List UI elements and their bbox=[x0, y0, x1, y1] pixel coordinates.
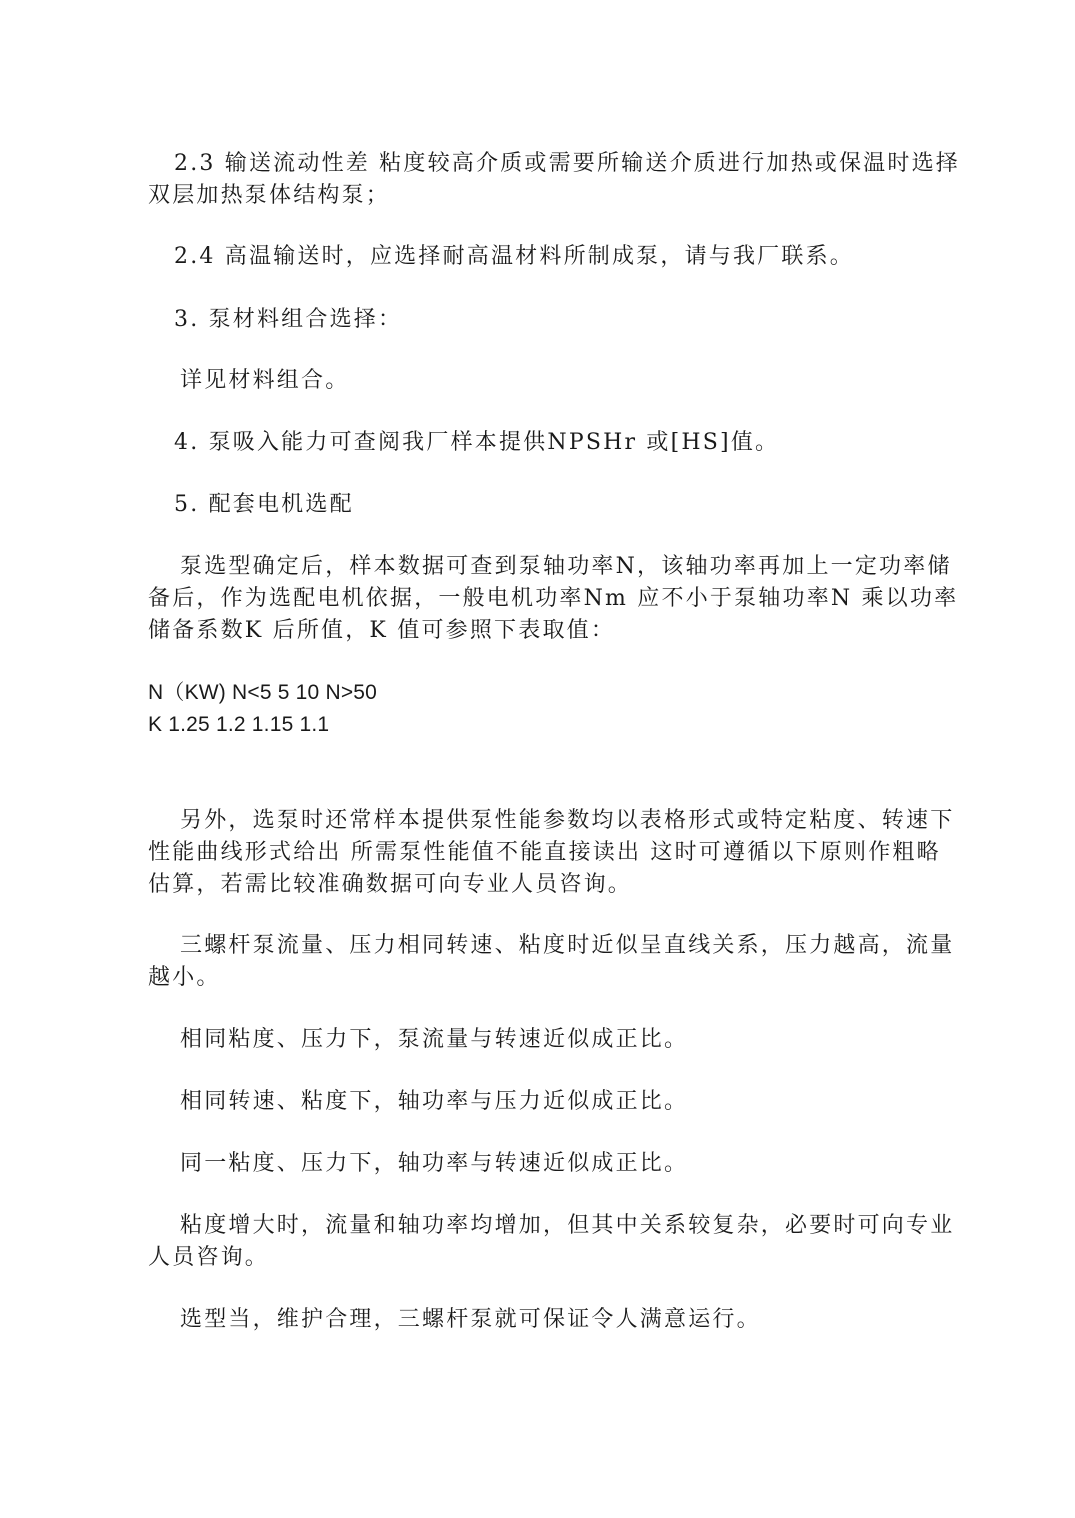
paragraph-conclusion: 选型当，维护合理，三螺杆泵就可保证令人满意运行。 bbox=[180, 1307, 761, 1332]
paragraph-material-detail: 详见材料组合。 bbox=[180, 368, 350, 393]
paragraph-power-pressure: 相同转速、粘度下，轴功率与压力近似成正比。 bbox=[180, 1089, 689, 1114]
paragraph-estimation: 另外，选泵时还常样本提供泵性能参数均以表格形式或特定粘度、转速下性能曲线形式给出 所需泵性能值不能直接读出 这时可遵循以下原则作粗略估算，若需比较准确数据可向专业人员咨询。 bbox=[148, 808, 955, 897]
paragraph-3: 3. 泵材料组合选择： bbox=[174, 307, 403, 332]
paragraph-4: 4. 泵吸入能力可查阅我厂样本提供NPSHr 或[HS]值。 bbox=[174, 430, 780, 455]
paragraph-flow-speed: 相同粘度、压力下，泵流量与转速近似成正比。 bbox=[180, 1027, 689, 1052]
paragraph-2-4: 2.4 高温输送时，应选择耐高温材料所制成泵，请与我厂联系。 bbox=[174, 244, 854, 269]
paragraph-linear-relation: 三螺杆泵流量、压力相同转速、粘度时近似呈直线关系，压力越高，流量越小。 bbox=[148, 933, 955, 990]
paragraph-5: 5. 配套电机选配 bbox=[174, 492, 354, 517]
paragraph-viscosity: 粘度增大时，流量和轴功率均增加，但其中关系较复杂，必要时可向专业人员咨询。 bbox=[148, 1213, 955, 1270]
table-row-k: K 1.25 1.2 1.15 1.1 bbox=[148, 713, 330, 736]
paragraph-motor-selection: 泵选型确定后，样本数据可查到泵轴功率N，该轴功率再加上一定功率储备后，作为选配电机依据，一般电机功率Nm 应不小于泵轴功率N 乘以功率储备系数K 后所值，K 值可参照下表取值： bbox=[148, 554, 959, 643]
table-row-n: N（KW) N<5 5 10 N>50 bbox=[148, 681, 378, 704]
paragraph-power-speed: 同一粘度、压力下，轴功率与转速近似成正比。 bbox=[180, 1151, 689, 1176]
paragraph-2-3: 2.3 输送流动性差 粘度较高介质或需要所输送介质进行加热或保温时选择双层加热泵体结构泵； bbox=[148, 151, 960, 208]
